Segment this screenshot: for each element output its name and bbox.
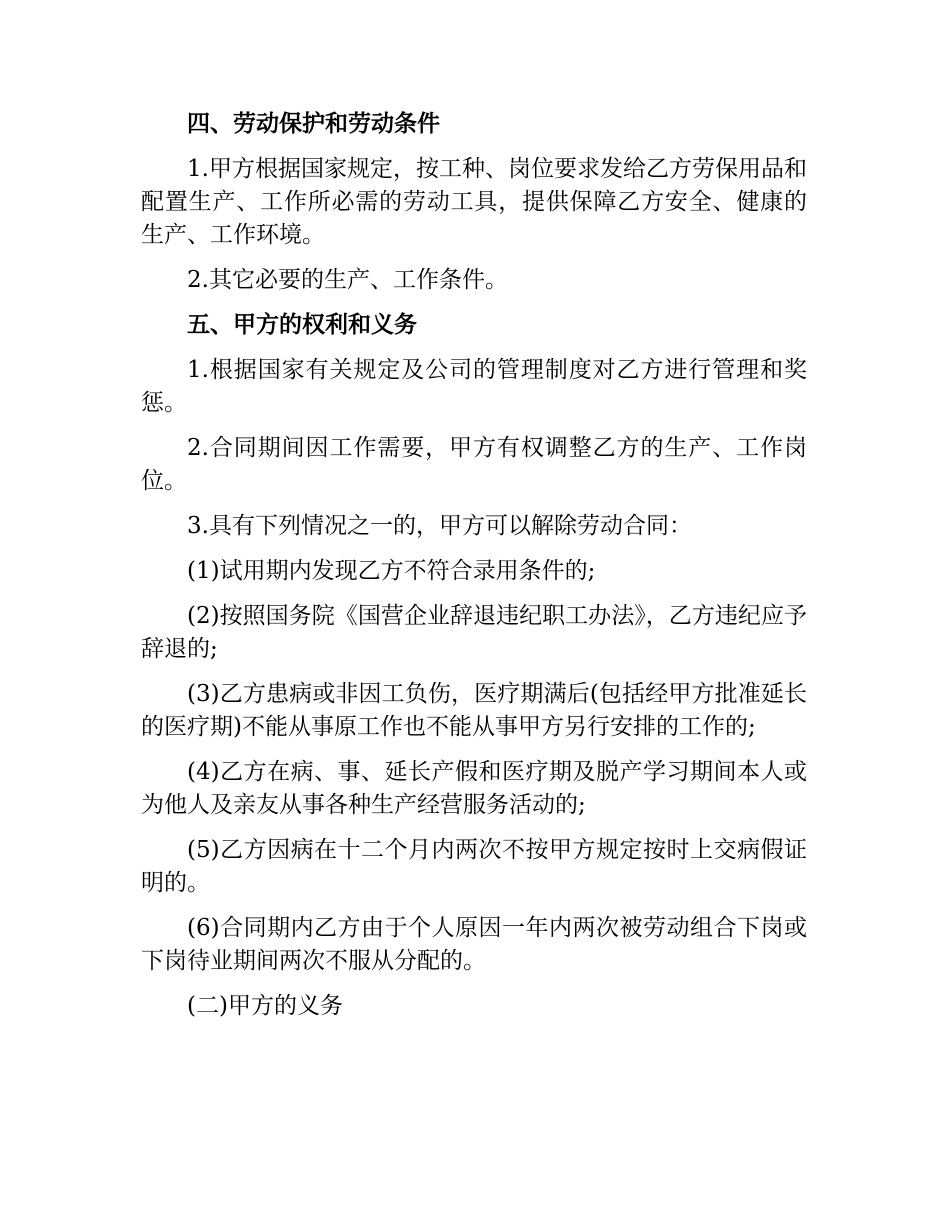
- paragraph: 3.具有下列情况之一的，甲方可以解除劳动合同：: [187, 513, 692, 539]
- section-heading-labor-protection: 四、劳动保护和劳动条件: [187, 111, 440, 137]
- subsection-heading-employer-obligations: (二)甲方的义务: [187, 993, 343, 1019]
- list-item: (1)试用期内发现乙方不符合录用条件的;: [187, 558, 596, 584]
- section-heading-employer-rights: 五、甲方的权利和义务: [187, 312, 417, 338]
- list-item: (6)合同期内乙方由于个人原因一年内两次被劳动组合下岗或下岗待业期间两次不服从分配的。: [141, 915, 807, 974]
- paragraph: 2.其它必要的生产、工作条件。: [187, 267, 508, 293]
- document-body: [141, 108, 807, 1035]
- paragraph: 2.合同期间因工作需要，甲方有权调整乙方的生产、工作岗位。: [141, 435, 807, 494]
- list-item: (3)乙方患病或非因工负伤，医疗期满后(包括经甲方批准延长的医疗期)不能从事原工作也不能从事甲方另行安排的工作的;: [141, 681, 807, 740]
- list-item: (5)乙方因病在十二个月内两次不按甲方规定按时上交病假证明的。: [141, 837, 807, 896]
- list-item: (4)乙方在病、事、延长产假和医疗期及脱产学习期间本人或为他人及亲友从事各种生产经营服务活动的;: [141, 759, 807, 818]
- paragraph: 1.甲方根据国家规定，按工种、岗位要求发给乙方劳保用品和配置生产、工作所必需的劳动工具，提供保障乙方安全、健康的生产、工作环境。: [141, 156, 807, 248]
- list-item: (2)按照国务院《国营企业辞退违纪职工办法》，乙方违纪应予辞退的;: [141, 603, 807, 662]
- paragraph: 1.根据国家有关规定及公司的管理制度对乙方进行管理和奖惩。: [141, 357, 807, 416]
